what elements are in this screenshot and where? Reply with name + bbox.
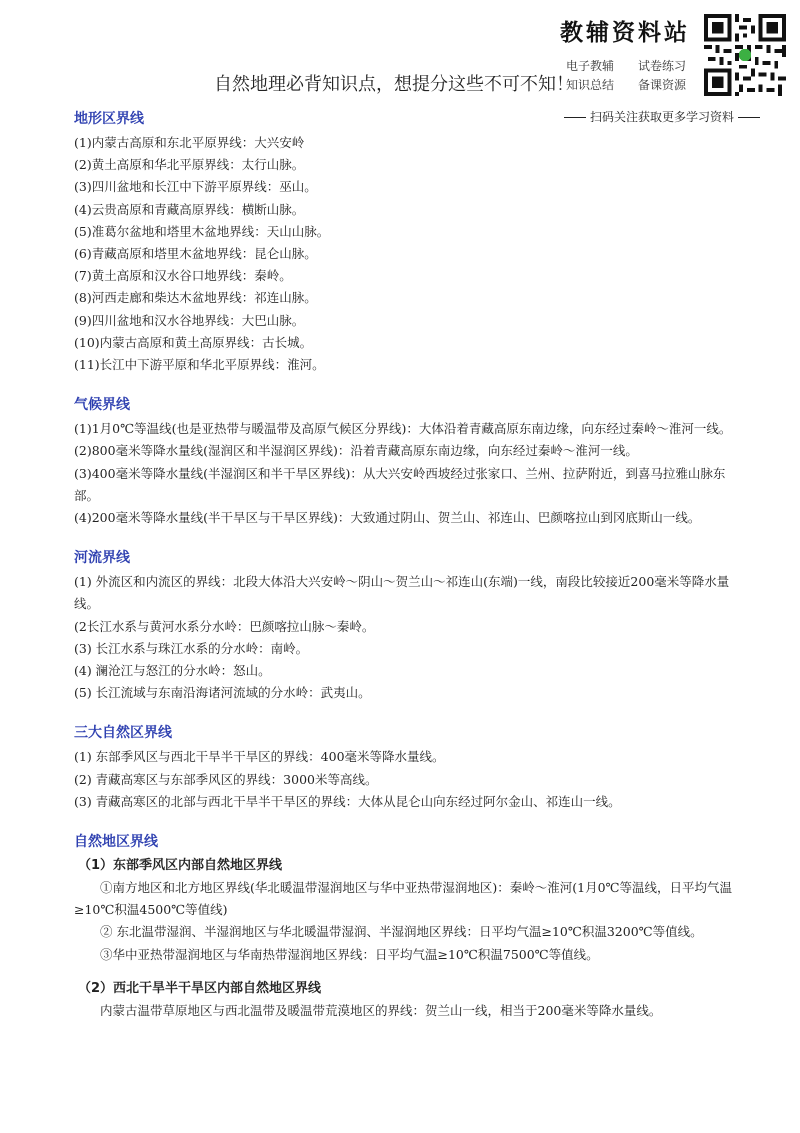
subsection-title: （2）西北干旱半干旱区内部自然地区界线	[78, 980, 322, 996]
document-body	[74, 108, 734, 1022]
list-item: ② 东北温带湿润、半湿润地区与华北暖温带湿润、半湿润地区界线：日平均气温≥10℃积温3200℃等值线。	[100, 924, 703, 940]
list-item: (2长江水系与黄河水系分水岭：巴颜喀拉山脉～秦岭。	[74, 618, 375, 634]
list-item: (7)黄土高原和汉水谷口地界线：秦岭。	[74, 268, 292, 284]
link-electronic-books[interactable]: 电子教辅	[566, 59, 615, 73]
list-item: (8)河西走廊和柴达木盆地界线：祁连山脉。	[74, 290, 317, 306]
list-item: (9)四川盆地和汉水谷地界线：大巴山脉。	[74, 312, 305, 328]
list-item: (2) 青藏高寒区与东部季风区的界线：3000米等高线。	[74, 771, 378, 787]
link-knowledge-summary[interactable]: 知识总结	[566, 78, 615, 92]
link-exam-practice[interactable]: 试卷练习	[638, 59, 687, 73]
section-title: 河流界线	[74, 550, 130, 567]
list-item: (11)长江中下游平原和华北平原界线：淮河。	[74, 357, 325, 373]
list-item: (5) 长江流域与东南沿海诸河流域的分水岭：武夷山。	[74, 685, 371, 701]
subsection-title: （1）东部季风区内部自然地区界线	[78, 858, 283, 874]
list-item: (10)内蒙古高原和黄土高原界线：古长城。	[74, 334, 313, 350]
section-title: 气候界线	[74, 397, 130, 414]
list-item: (3) 青藏高寒区的北部与西北干旱半干旱区的界线：大体从昆仑山向东经过阿尔金山、祁连山一线。	[74, 793, 621, 809]
list-item: (1) 外流区和内流区的界线：北段大体沿大兴安岭～阴山～贺兰山～祁连山(东端)一线，南段比较接近200毫米等降水量线。	[74, 574, 730, 612]
list-item: (3)400毫米等降水量线(半湿润区和半干旱区界线)：从大兴安岭西坡经过张家口、兰州、拉萨附近，到喜马拉雅山脉东部。	[74, 465, 726, 503]
section-terrain	[74, 108, 734, 376]
list-item: (1)1月0℃等温线(也是亚热带与暖温带及高原气候区分界线)：大体沿着青藏高原东南边缘，向东经过秦岭～淮河一线。	[74, 421, 732, 437]
link-lesson-resources[interactable]: 备课资源	[638, 78, 687, 92]
section-climate	[74, 394, 734, 529]
section-three-regions	[74, 722, 734, 813]
list-item: (3) 长江水系与珠江水系的分水岭：南岭。	[74, 640, 309, 656]
list-item: (4)200毫米等降水量线(半干旱区与干旱区界线)：大致通过阴山、贺兰山、祁连山、巴颜喀拉山到冈底斯山一线。	[74, 510, 701, 526]
list-item: ③华中亚热带湿润地区与华南热带湿润地区界线：日平均气温≥10℃积温7500℃等值线。	[100, 946, 599, 962]
section-river	[74, 547, 734, 704]
list-item: ①南方地区和北方地区界线(华北暖温带湿润地区与华中亚热带湿润地区)：秦岭～淮河(1月0℃等温线，日平均气温≥10℃积温4500℃等值线)	[74, 880, 733, 918]
list-item: (3)四川盆地和长江中下游平原界线：巫山。	[74, 179, 317, 195]
qr-code-icon[interactable]	[704, 14, 786, 96]
section-natural-areas	[74, 831, 734, 1022]
section-title: 三大自然区界线	[74, 725, 172, 742]
section-title: 地形区界线	[74, 111, 144, 127]
list-item: (5)准葛尔盆地和塔里木盆地界线：天山山脉。	[74, 223, 330, 239]
list-item: (1) 东部季风区与西北干旱半干旱区的界线：400毫米等降水量线。	[74, 749, 445, 765]
list-item: (2)800毫米等降水量线(湿润区和半湿润区界线)：沿着青藏高原东南边缘，向东经过秦岭～淮河一线。	[74, 443, 638, 459]
brand-links	[566, 57, 710, 95]
list-item: (4) 澜沧江与怒江的分水岭：怒山。	[74, 663, 271, 679]
scan-note-text: 扫码关注获取更多学习资料	[590, 110, 735, 124]
list-item: 内蒙古温带草原地区与西北温带及暖温带荒漠地区的界线：贺兰山一线，相当于200毫米等降水量线。	[100, 1002, 662, 1018]
list-item: (4)云贵高原和青藏高原界线：横断山脉。	[74, 201, 305, 217]
brand-name: 教辅资料站	[560, 20, 690, 46]
list-item: (6)青藏高原和塔里木盆地界线：昆仑山脉。	[74, 246, 317, 262]
dash-right	[738, 117, 760, 118]
list-item: (1)内蒙古高原和东北平原界线：大兴安岭	[74, 135, 305, 150]
page-title: 自然地理必背知识点，想提分这些不可不知！	[214, 74, 574, 95]
list-item: (2)黄土高原和华北平原界线：太行山脉。	[74, 157, 305, 173]
section-title: 自然地区界线	[74, 834, 158, 851]
